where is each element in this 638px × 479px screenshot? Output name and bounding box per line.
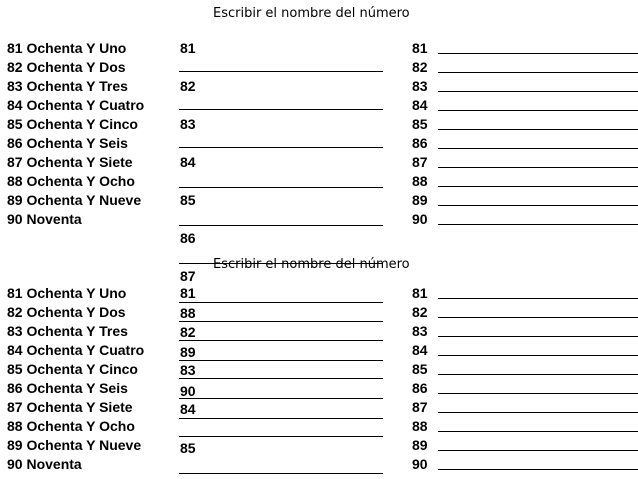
worksheet-title: Escribir el nombre del número: [213, 6, 410, 21]
reference-item: 88 Ochenta Y Ocho: [7, 173, 135, 189]
reference-item: 90 Noventa: [7, 211, 82, 227]
answer-row[interactable]: [412, 154, 638, 170]
answer-row[interactable]: [412, 135, 638, 151]
reference-item: 82 Ochenta Y Dos: [7, 304, 126, 320]
reference-item: 87 Ochenta Y Siete: [7, 154, 133, 170]
answer-line[interactable]: [438, 167, 638, 168]
answer-line[interactable]: [179, 398, 383, 399]
reference-item: 81 Ochenta Y Uno: [7, 285, 127, 301]
answer-row[interactable]: [412, 192, 638, 208]
prompt-number: 88: [180, 305, 196, 321]
answer-row[interactable]: [412, 304, 638, 320]
answer-line[interactable]: [438, 186, 638, 187]
reference-item: 85 Ochenta Y Cinco: [7, 116, 138, 132]
answer-line[interactable]: [438, 336, 638, 337]
reference-item: 83 Ochenta Y Tres: [7, 78, 128, 94]
answer-number: 82: [412, 304, 428, 320]
prompt-number: 89: [180, 344, 196, 360]
reference-item: 90 Noventa: [7, 456, 82, 472]
answer-line[interactable]: [179, 187, 383, 188]
answer-line[interactable]: [179, 436, 383, 437]
answer-line[interactable]: [438, 148, 638, 149]
answer-row[interactable]: [412, 97, 638, 113]
answer-line[interactable]: [438, 374, 638, 375]
answer-number: 85: [412, 361, 428, 377]
answer-number: 90: [412, 456, 428, 472]
answer-row[interactable]: [412, 399, 638, 415]
reference-item: 88 Ochenta Y Ocho: [7, 418, 135, 434]
answer-row[interactable]: [412, 380, 638, 396]
answer-number: 89: [412, 437, 428, 453]
answer-row[interactable]: [412, 361, 638, 377]
answer-line[interactable]: [438, 317, 638, 318]
reference-item: 86 Ochenta Y Seis: [7, 135, 128, 151]
answer-row[interactable]: [412, 437, 638, 453]
answer-line[interactable]: [179, 302, 383, 303]
prompt-number: 84: [180, 401, 196, 417]
answer-line[interactable]: [438, 110, 638, 111]
prompt-number: 82: [180, 78, 196, 94]
answer-row[interactable]: [412, 78, 638, 94]
answer-row[interactable]: [412, 40, 638, 56]
answer-row[interactable]: [412, 285, 638, 301]
answer-line[interactable]: [179, 109, 383, 110]
answer-line[interactable]: [179, 378, 383, 379]
answer-number: 83: [412, 78, 428, 94]
answer-line[interactable]: [179, 340, 383, 341]
answer-line[interactable]: [438, 53, 638, 54]
answer-number: 84: [412, 342, 428, 358]
answer-row[interactable]: [412, 342, 638, 358]
answer-number: 88: [412, 173, 428, 189]
reference-item: 86 Ochenta Y Seis: [7, 380, 128, 396]
answer-line[interactable]: [438, 412, 638, 413]
prompt-number: 86: [180, 230, 196, 246]
answer-line[interactable]: [438, 355, 638, 356]
answer-line[interactable]: [438, 91, 638, 92]
answer-number: 89: [412, 192, 428, 208]
answer-number: 81: [412, 40, 428, 56]
answer-number: 86: [412, 135, 428, 151]
answer-number: 87: [412, 154, 428, 170]
reference-item: 89 Ochenta Y Nueve: [7, 192, 142, 208]
worksheet-title: Escribir el nombre del número: [213, 257, 410, 272]
answer-line[interactable]: [438, 224, 638, 225]
prompt-number: 87: [180, 268, 196, 284]
reference-item: 81 Ochenta Y Uno: [7, 40, 127, 56]
prompt-number: 82: [180, 324, 196, 340]
answer-line[interactable]: [179, 225, 383, 226]
answer-number: 86: [412, 380, 428, 396]
reference-item: 85 Ochenta Y Cinco: [7, 361, 138, 377]
reference-item: 83 Ochenta Y Tres: [7, 323, 128, 339]
answer-line[interactable]: [179, 71, 383, 72]
prompt-number: 83: [180, 362, 196, 378]
prompt-number: 81: [180, 40, 196, 56]
answer-line[interactable]: [438, 129, 638, 130]
answer-line[interactable]: [179, 418, 383, 419]
prompt-number: 83: [180, 116, 196, 132]
answer-row[interactable]: [412, 418, 638, 434]
answer-number: 88: [412, 418, 428, 434]
answer-line[interactable]: [179, 321, 383, 322]
answer-number: 87: [412, 399, 428, 415]
answer-number: 83: [412, 323, 428, 339]
answer-row[interactable]: [412, 59, 638, 75]
answer-row[interactable]: [412, 323, 638, 339]
answer-line[interactable]: [438, 469, 638, 470]
answer-line[interactable]: [438, 431, 638, 432]
answer-line[interactable]: [438, 450, 638, 451]
answer-line[interactable]: [179, 147, 383, 148]
answer-number: 82: [412, 59, 428, 75]
reference-item: 82 Ochenta Y Dos: [7, 59, 126, 75]
answer-line[interactable]: [179, 360, 383, 361]
answer-row[interactable]: [412, 211, 638, 227]
answer-row[interactable]: [412, 116, 638, 132]
answer-number: 81: [412, 285, 428, 301]
reference-item: 89 Ochenta Y Nueve: [7, 437, 142, 453]
answer-row[interactable]: [412, 456, 638, 472]
prompt-number: 84: [180, 154, 196, 170]
reference-item: 84 Ochenta Y Cuatro: [7, 97, 145, 113]
answer-line[interactable]: [438, 393, 638, 394]
prompt-number: 85: [180, 192, 196, 208]
prompt-number: 85: [180, 440, 196, 456]
reference-item: 84 Ochenta Y Cuatro: [7, 342, 145, 358]
answer-number: 85: [412, 116, 428, 132]
prompt-number: 81: [180, 285, 196, 301]
answer-line[interactable]: [179, 473, 383, 474]
answer-line[interactable]: [438, 72, 638, 73]
answer-number: 90: [412, 211, 428, 227]
reference-item: 87 Ochenta Y Siete: [7, 399, 133, 415]
answer-row[interactable]: [412, 173, 638, 189]
answer-number: 84: [412, 97, 428, 113]
answer-line[interactable]: [438, 298, 638, 299]
answer-line[interactable]: [438, 205, 638, 206]
prompt-number: 90: [180, 383, 196, 399]
